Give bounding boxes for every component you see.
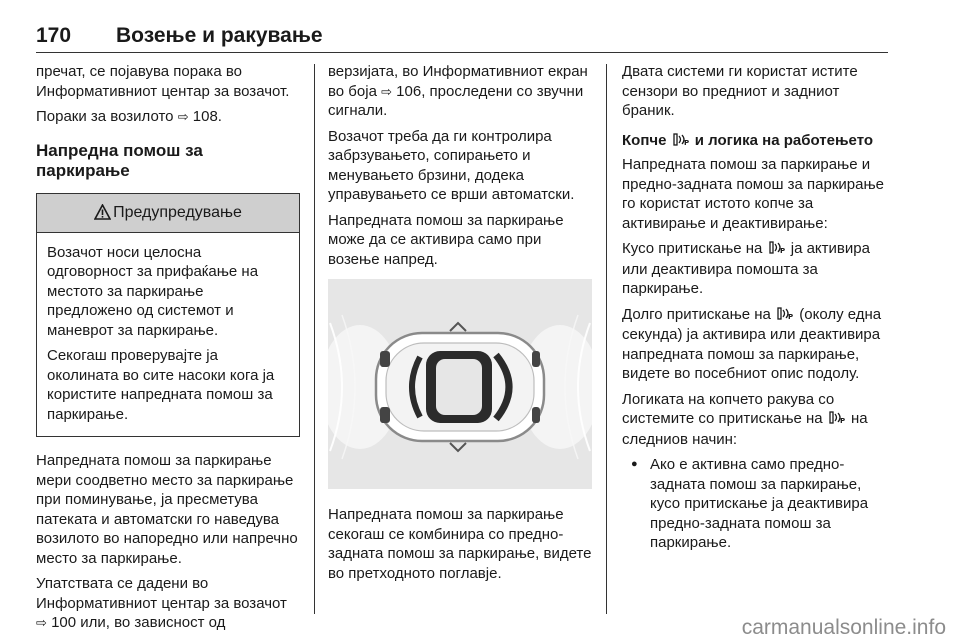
warning-box: [36, 193, 300, 438]
page-number: 170: [36, 24, 72, 47]
page-reference: 100 или, во зависност од: [51, 614, 226, 631]
column-middle: [328, 62, 594, 589]
page-reference: 108.: [192, 108, 222, 125]
paragraph-text: ја активира или деактивира помошта за паркирање.: [622, 240, 870, 297]
svg-text:P: P: [683, 138, 689, 146]
column-right: [622, 62, 890, 553]
bullet-list: [622, 455, 890, 553]
paragraph: [36, 574, 300, 633]
page-reference: 106, проследени со звучни сигнали.: [328, 82, 584, 119]
list-item: ● Ако е активна само предно-задната помош за паркирање, кусо притискање ја деактивира предно-задната помош за паркирање.: [622, 455, 890, 553]
reference-arrow-icon: ⇨: [177, 109, 189, 124]
paragraph: [622, 390, 890, 450]
column-divider: [606, 64, 607, 614]
paragraph: [328, 62, 594, 121]
paragraph-text: Логиката на копчето ракува со системите со притискање на: [622, 390, 835, 427]
svg-text:P: P: [779, 247, 785, 254]
paragraph-text: Пораки за возилото: [36, 108, 174, 125]
parking-assist-illustration: [328, 279, 592, 489]
warning-triangle-icon: [94, 204, 113, 221]
parking-sensor-button-icon: [673, 132, 689, 152]
subsection-text: и логика на работењето: [694, 131, 874, 149]
page-header: [36, 18, 888, 53]
paragraph: пречат, се појавува порака во Информативниот центар за возачот.: [36, 63, 290, 100]
watermark: carmanualsonline.info: [741, 616, 946, 639]
paragraph: Возачот носи целосна одговорност за прифаќање на местото за паркирање предложено од системот и маневрот за паркирање.: [47, 243, 259, 339]
paragraph: Возачот треба да ги контролира забрзувањето, сопирањето и менувањето брзини, додека управувањето се врши автоматски.: [328, 127, 575, 203]
paragraph: Секогаш проверувајте ја околината во сите насоки кога ја користите напредната помош за паркирање.: [47, 347, 275, 423]
paragraph-text: Долго притискање на: [622, 305, 771, 323]
paragraph-text: Кусо притискање на: [622, 240, 763, 257]
paragraph: Напредната помош за паркирање може да се активира само при возење напред.: [328, 211, 564, 268]
column-divider: [314, 64, 315, 614]
reference-arrow-icon: ⇨: [381, 83, 392, 99]
warning-title: Предупредување: [113, 203, 242, 221]
paragraph: Двата системи ги користат истите сензори во предниот и задниот браник.: [622, 63, 858, 119]
column-left: [36, 62, 300, 639]
subsection-text: Копче: [622, 131, 667, 149]
parking-sensor-button-icon: [769, 240, 785, 260]
warning-body: [37, 233, 299, 437]
paragraph: [36, 107, 300, 127]
paragraph: Напредната помош за паркирање и предно-задната помош за паркирање го користат истото копче за активирање и деактивирање:: [622, 156, 885, 232]
reference-arrow-icon: ⇨: [36, 615, 47, 630]
paragraph: [622, 239, 890, 299]
page-title: Возење и ракување: [116, 24, 323, 47]
paragraph-text: (околу една секунда) ја активира или деактивира напредната помош за паркирање, видете во посебниот опис подолу.: [622, 305, 882, 382]
subsection-heading: [622, 131, 890, 152]
car-sensor-diagram: [328, 279, 592, 489]
paragraph: Напредната помош за паркирање мери соодветно место за паркирање при поминување, ја пресметува патеката и автоматски го наведува возилото во напоредно или напречно место за паркирање.: [36, 452, 298, 567]
svg-text:P: P: [839, 417, 845, 424]
parking-sensor-button-icon: [829, 410, 845, 430]
paragraph: Напредната помош за паркирање секогаш се комбинира со предно-задната помош за паркирање, видете во претходното поглавје.: [328, 506, 592, 582]
parking-sensor-button-icon: [777, 306, 793, 326]
warning-header: [37, 194, 299, 233]
svg-text:P: P: [788, 312, 794, 320]
paragraph: [622, 305, 890, 384]
paragraph-text: верзијата, во Информативниот екран во боја: [328, 63, 588, 100]
paragraph-text: Упатствата се дадени во Информативниот центар за возачот: [36, 575, 287, 612]
paragraph-text: на следниов начин:: [622, 410, 868, 448]
section-heading: Напредна помош за паркирање: [36, 140, 203, 180]
